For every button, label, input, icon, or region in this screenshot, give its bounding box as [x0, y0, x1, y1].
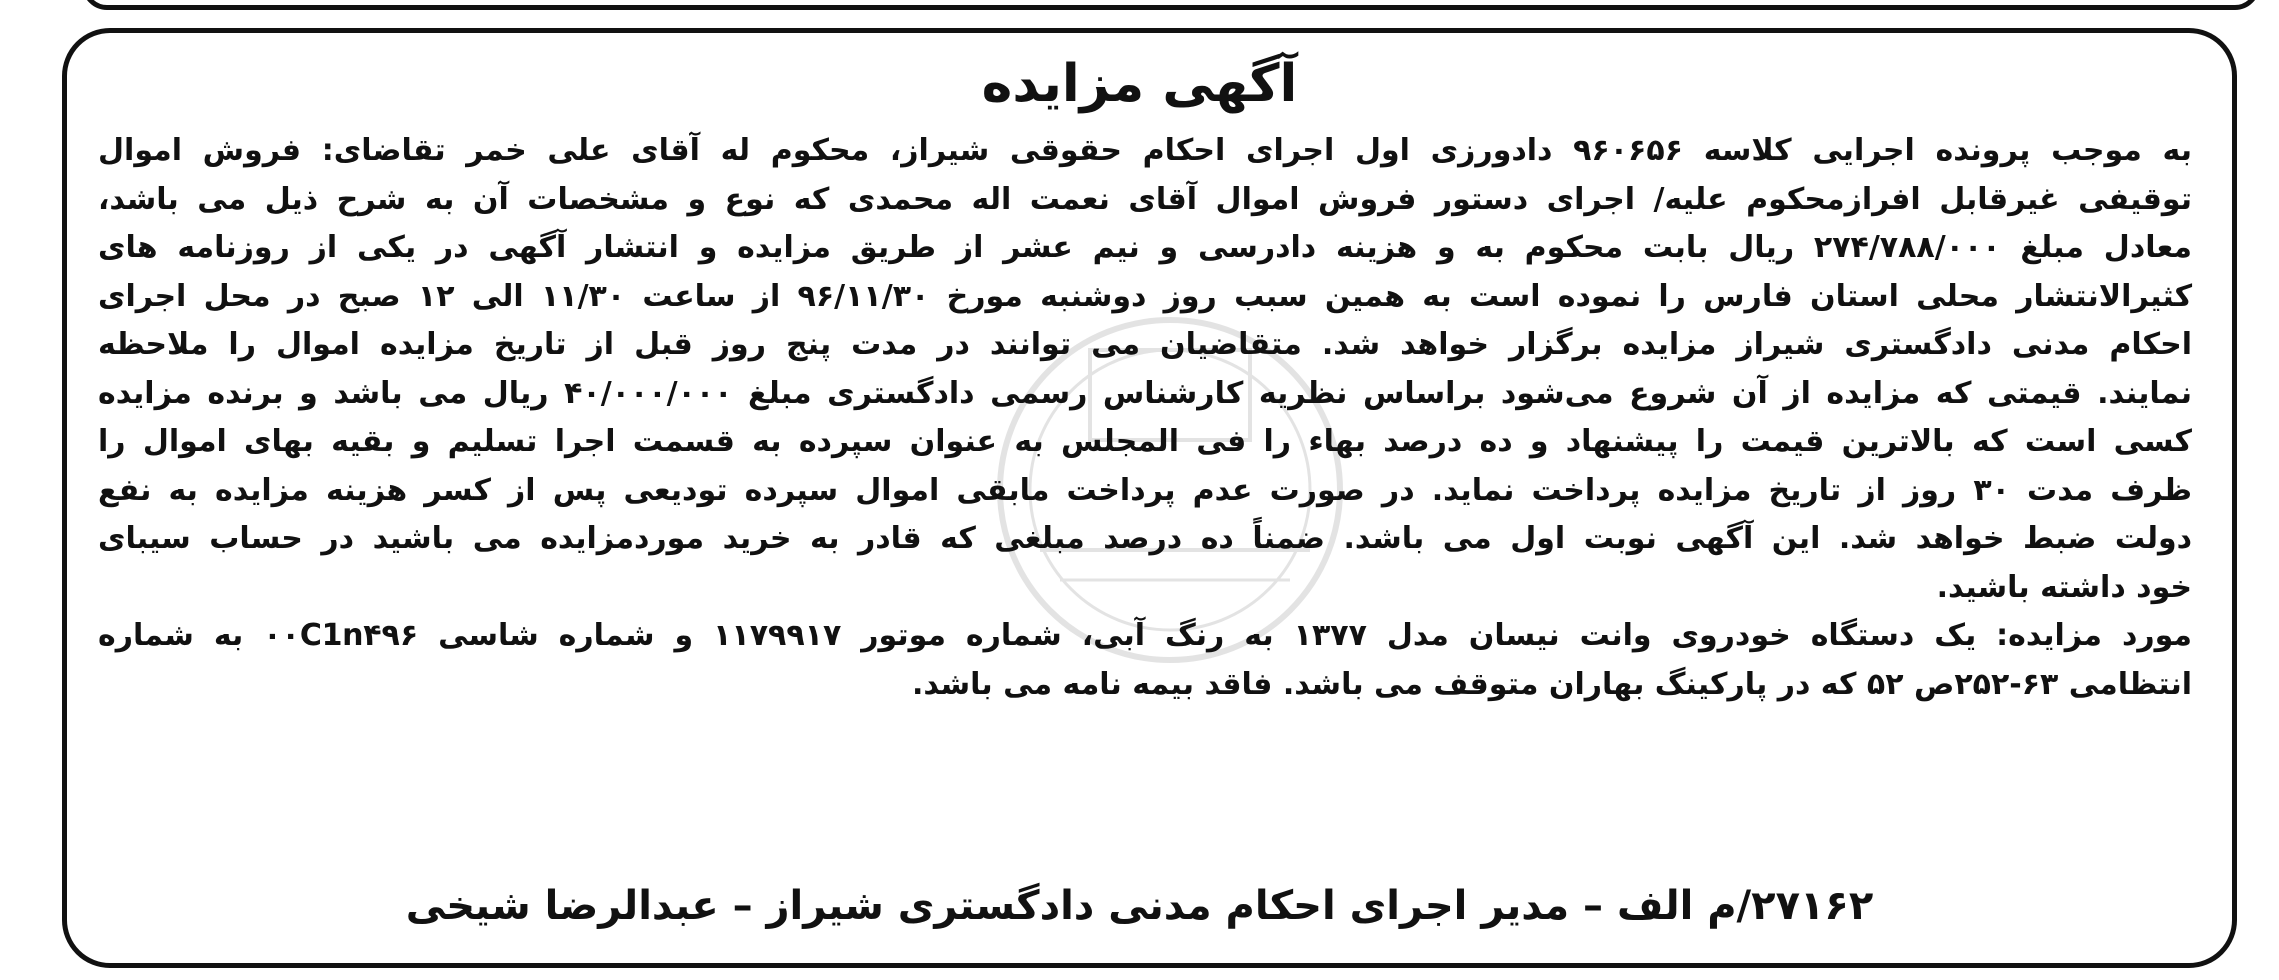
auction-item-line: انتظامی ۶۳-۲۵۲ص ۵۲ که در پارکینگ بهاران متوقف می باشد. فاقد بیمه نامه می باشد. [911, 666, 2192, 702]
notice-line: ظرف مدت ۳۰ روز از تاریخ مزایده پرداخت نماید. در صورت عدم پرداخت مابقی اموال سپرده تودیعی پس از کسر هزینه مزایده به نفع [98, 472, 2192, 508]
previous-notice-border [82, 0, 2260, 10]
notice-line: کسی است که بالاترین قیمت را پیشنهاد و ده درصد بهاء را فی المجلس به عنوان سپرده به قسمت اجرا تسلیم و بقیه بهای اموال را [98, 424, 2192, 459]
notice-signature: ۲۷۱۶۲/م الف – مدیر اجرای احکام مدنی دادگستری شیراز – عبدالرضا شیخی [405, 883, 1874, 929]
notice-line: توقیفی غیرقابل افرازمحکوم علیه/ اجرای دستور فروش اموال آقای نعمت اله محمدی که نوع و مشخصات آن به شرح ذیل می باشد، [98, 181, 2192, 217]
notice-body [98, 127, 2192, 709]
notice-line: به موجب پرونده اجرایی کلاسه ۹۶۰۶۵۶ دادورزی اول اجرای احکام حقوقی شیراز، محکوم له آقای علی خمر تقاضای: فروش اموال [98, 133, 2192, 168]
notice-line: دولت ضبط خواهد شد. این آگهی نوبت اول می باشد. ضمناً ده درصد مبلغی که قادر به خرید موردمزایده می باشید در حساب سیبای [98, 521, 2192, 556]
auction-item-line: مورد مزایده: یک دستگاه خودروی وانت نیسان مدل ۱۳۷۷ به رنگ آبی، شماره موتور ۱۱۷۹۹۱۷ و شماره شاسی ۰۰C1n۴۹۶ به شماره [98, 618, 2192, 653]
notice-line: نمایند. قیمتی که مزایده از آن شروع می‌شود براساس نظریه کارشناس رسمی دادگستری مبلغ ۴۰/۰۰۰/۰۰۰ ریال می باشد و برنده مزایده [98, 375, 2192, 411]
notice-line: خود داشته باشید. [1936, 569, 2192, 605]
notice-line: معادل مبلغ ۲۷۴/۷۸۸/۰۰۰ ریال بابت محکوم به و هزینه دادرسی و نیم عشر از طریق مزایده و انتشار آگهی در یکی از روزنامه های [98, 230, 2192, 265]
notice-title: آگهی مزایده [981, 54, 1298, 114]
notice-line: کثیرالانتشار محلی استان فارس را نموده است به همین سبب روز دوشنبه مورخ ۹۶/۱۱/۳۰ از ساعت ۱۱/۳۰ الی ۱۲ صبح در محل اجرای [98, 278, 2193, 314]
notice-line: احکام مدنی دادگستری شیراز مزایده برگزار خواهد شد. متقاضیان می توانند در مدت پنج روز قبل از تاریخ مزایده اموال را ملاحظه [98, 327, 2192, 362]
